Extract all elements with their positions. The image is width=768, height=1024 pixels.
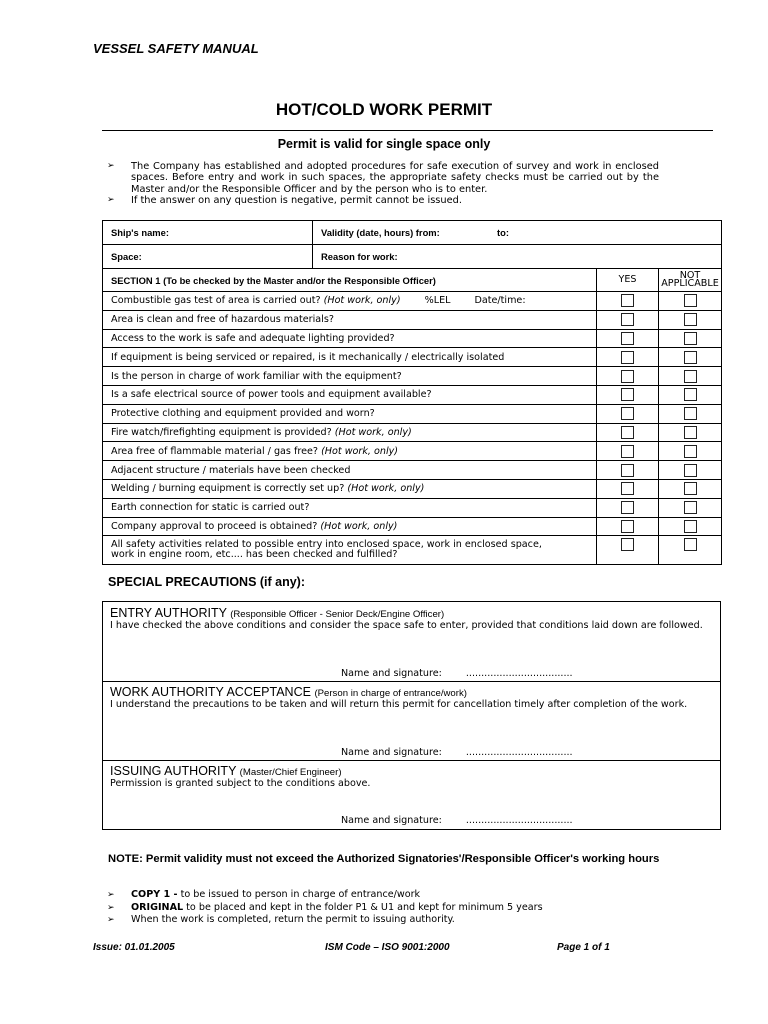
bullet-arrow-icon: ➢ [107,194,115,205]
checkbox-cell-yes [597,517,659,536]
checkbox-cell-not-applicable [659,348,722,367]
checkbox-cell-yes [597,423,659,442]
col-not-applicable-header: NOT APPLICABLE [659,269,722,292]
bullet-arrow-icon: ➢ [107,915,115,925]
checklist-row [103,442,722,461]
checklist-question: Company approval to proceed is obtained? (Hot work, only) [103,517,597,536]
special-precautions-label: SPECIAL PRECAUTIONS (if any): [108,575,306,589]
copy-instructions [107,889,543,927]
not-applicable-checkbox[interactable] [684,464,697,477]
entry-authority-title: ENTRY AUTHORITY [110,606,227,620]
yes-checkbox[interactable] [621,351,634,364]
reason-field[interactable]: Reason for work: [313,245,722,269]
not-applicable-checkbox[interactable] [684,351,697,364]
checklist-question: Area is clean and free of hazardous materials? [103,310,597,329]
yes-checkbox[interactable] [621,482,634,495]
checklist-question: Adjacent structure / materials have been checked [103,461,597,480]
work-authority-title: WORK AUTHORITY ACCEPTANCE [110,685,311,699]
checklist-row [103,461,722,480]
checkbox-cell-not-applicable [659,310,722,329]
footer-issue: Issue: 01.01.2005 [93,942,175,953]
checklist-row [103,517,722,536]
validity-note: NOTE: Permit validity must not exceed the Authorized Signatories'/Responsible Officer's working hours [108,853,660,865]
checkbox-cell-not-applicable [659,423,722,442]
checklist-row [103,385,722,404]
yes-checkbox[interactable] [621,538,634,551]
bullet-arrow-icon: ➢ [107,890,115,900]
issuing-authority-title: ISSUING AUTHORITY [110,764,237,778]
issuing-authority-section [102,760,721,830]
col-yes-header: YES [597,269,659,292]
permit-subtitle: Permit is valid for single space only [277,137,491,151]
intro-text: If the answer on any question is negative, permit cannot be issued. [131,194,462,206]
checklist-row [103,536,722,565]
yes-checkbox[interactable] [621,501,634,514]
not-applicable-checkbox[interactable] [684,313,697,326]
yes-checkbox[interactable] [621,388,634,401]
checklist-question: All safety activities related to possible entry into enclosed space, work in enclosed space, work in engine room, etc.... has been checked and fulfilled? [103,536,597,565]
validity-field[interactable]: Validity (date, hours) from: to: [313,221,722,245]
work-signature-line[interactable]: Name and signature: ................................... [341,747,573,758]
checkbox-cell-yes [597,348,659,367]
checkbox-cell-yes [597,310,659,329]
checkbox-cell-not-applicable [659,479,722,498]
intro-bullet [107,195,659,206]
permit-checklist-table [102,220,722,565]
checkbox-cell-yes [597,498,659,517]
yes-checkbox[interactable] [621,294,634,307]
checklist-row [103,367,722,386]
checklist-question: Protective clothing and equipment provided and worn? [103,404,597,423]
checkbox-cell-yes [597,479,659,498]
checkbox-cell-yes [597,385,659,404]
yes-checkbox[interactable] [621,370,634,383]
yes-checkbox[interactable] [621,313,634,326]
checklist-question: Earth connection for static is carried out? [103,498,597,517]
not-applicable-checkbox[interactable] [684,407,697,420]
bullet-arrow-icon: ➢ [107,902,115,913]
checklist-row [103,498,722,517]
not-applicable-checkbox[interactable] [684,501,697,514]
checkbox-cell-yes [597,367,659,386]
title-divider [102,130,713,131]
checklist-row [103,348,722,367]
yes-checkbox[interactable] [621,407,634,420]
copy-item: ➢ ORIGINAL to be placed and kept in the folder P1 & U1 and kept for minimum 5 years [107,901,543,913]
checklist-row [103,423,722,442]
checkbox-cell-yes [597,536,659,565]
checklist-question: Welding / burning equipment is correctly set up? (Hot work, only) [103,479,597,498]
checklist-row [103,404,722,423]
checkbox-cell-not-applicable [659,329,722,348]
space-field[interactable]: Space: [103,245,313,269]
yes-checkbox[interactable] [621,332,634,345]
intro-bullet [107,161,659,195]
not-applicable-checkbox[interactable] [684,445,697,458]
entry-authority-section [102,601,721,682]
checklist-question: Is the person in charge of work familiar with the equipment? [103,367,597,386]
checklist-question: Is a safe electrical source of power tools and equipment available? [103,385,597,404]
checkbox-cell-yes [597,292,659,311]
entry-authority-text: I have checked the above conditions and consider the space safe to enter, provided that conditions laid down are followed. [110,620,703,631]
checklist-row [103,329,722,348]
work-authority-section [102,681,721,761]
not-applicable-checkbox[interactable] [684,332,697,345]
checkbox-cell-not-applicable [659,442,722,461]
not-applicable-checkbox[interactable] [684,520,697,533]
issuing-authority-text: Permission is granted subject to the conditions above. [110,778,371,789]
yes-checkbox[interactable] [621,445,634,458]
checkbox-cell-not-applicable [659,367,722,386]
checkbox-cell-yes [597,442,659,461]
checklist-question: Fire watch/firefighting equipment is provided? (Hot work, only) [103,423,597,442]
checkbox-cell-not-applicable [659,536,722,565]
checklist-question: If equipment is being serviced or repaired, is it mechanically / electrically isolated [103,348,597,367]
checkbox-cell-not-applicable [659,517,722,536]
checklist-row [103,292,722,311]
not-applicable-checkbox[interactable] [684,388,697,401]
copy-item: ➢ COPY 1 - to be issued to person in charge of entrance/work [107,889,421,900]
checkbox-cell-not-applicable [659,292,722,311]
not-applicable-checkbox[interactable] [684,538,697,551]
entry-signature-line[interactable]: Name and signature: ................................... [341,668,573,679]
checklist-row [103,479,722,498]
intro-bullets [107,161,659,206]
issuing-authority-role: (Master/Chief Engineer) [239,767,342,778]
ship-name-field[interactable]: Ship's name: [103,221,313,245]
permit-title: HOT/COLD WORK PERMIT [275,100,493,119]
not-applicable-checkbox[interactable] [684,426,697,439]
not-applicable-checkbox[interactable] [684,294,697,307]
checklist-question: Area free of flammable material / gas free? (Hot work, only) [103,442,597,461]
footer-page: Page 1 of 1 [557,942,610,953]
work-authority-role: (Person in charge of entrance/work) [314,688,467,699]
checklist-row [103,310,722,329]
checklist-question: Access to the work is safe and adequate lighting provided? [103,329,597,348]
checklist-question: Combustible gas test of area is carried out? (Hot work, only) %LEL Date/time: [103,292,597,311]
yes-checkbox[interactable] [621,426,634,439]
checkbox-cell-yes [597,329,659,348]
checkbox-cell-not-applicable [659,404,722,423]
intro-text: The Company has established and adopted procedures for safe execution of survey and work in enclosed spaces. Before entry and work in such spaces, the appropriate safety checks must be carried out by the Master and/or the Responsible Officer and by the person who is to enter. [131,161,659,195]
section1-heading: SECTION 1 (To be checked by the Master and/or the Responsible Officer) [103,269,597,292]
entry-authority-role: (Responsible Officer - Senior Deck/Engine Officer) [230,609,445,620]
yes-checkbox[interactable] [621,520,634,533]
work-authority-text: I understand the precautions to be taken and will return this permit for cancellation timely after completion of the work. [110,699,688,710]
bullet-arrow-icon: ➢ [107,161,115,171]
not-applicable-checkbox[interactable] [684,370,697,383]
footer-code: ISM Code – ISO 9001:2000 [325,942,450,953]
checkbox-cell-yes [597,404,659,423]
issuing-signature-line[interactable]: Name and signature: ................................... [341,815,573,826]
checkbox-cell-yes [597,461,659,480]
copy-item: ➢ When the work is completed, return the permit to issuing authority. [107,914,455,925]
yes-checkbox[interactable] [621,464,634,477]
checkbox-cell-not-applicable [659,498,722,517]
checkbox-cell-not-applicable [659,385,722,404]
checkbox-cell-not-applicable [659,461,722,480]
validity-to-label: to: [496,227,509,238]
not-applicable-checkbox[interactable] [684,482,697,495]
manual-title: VESSEL SAFETY MANUAL [93,41,259,56]
